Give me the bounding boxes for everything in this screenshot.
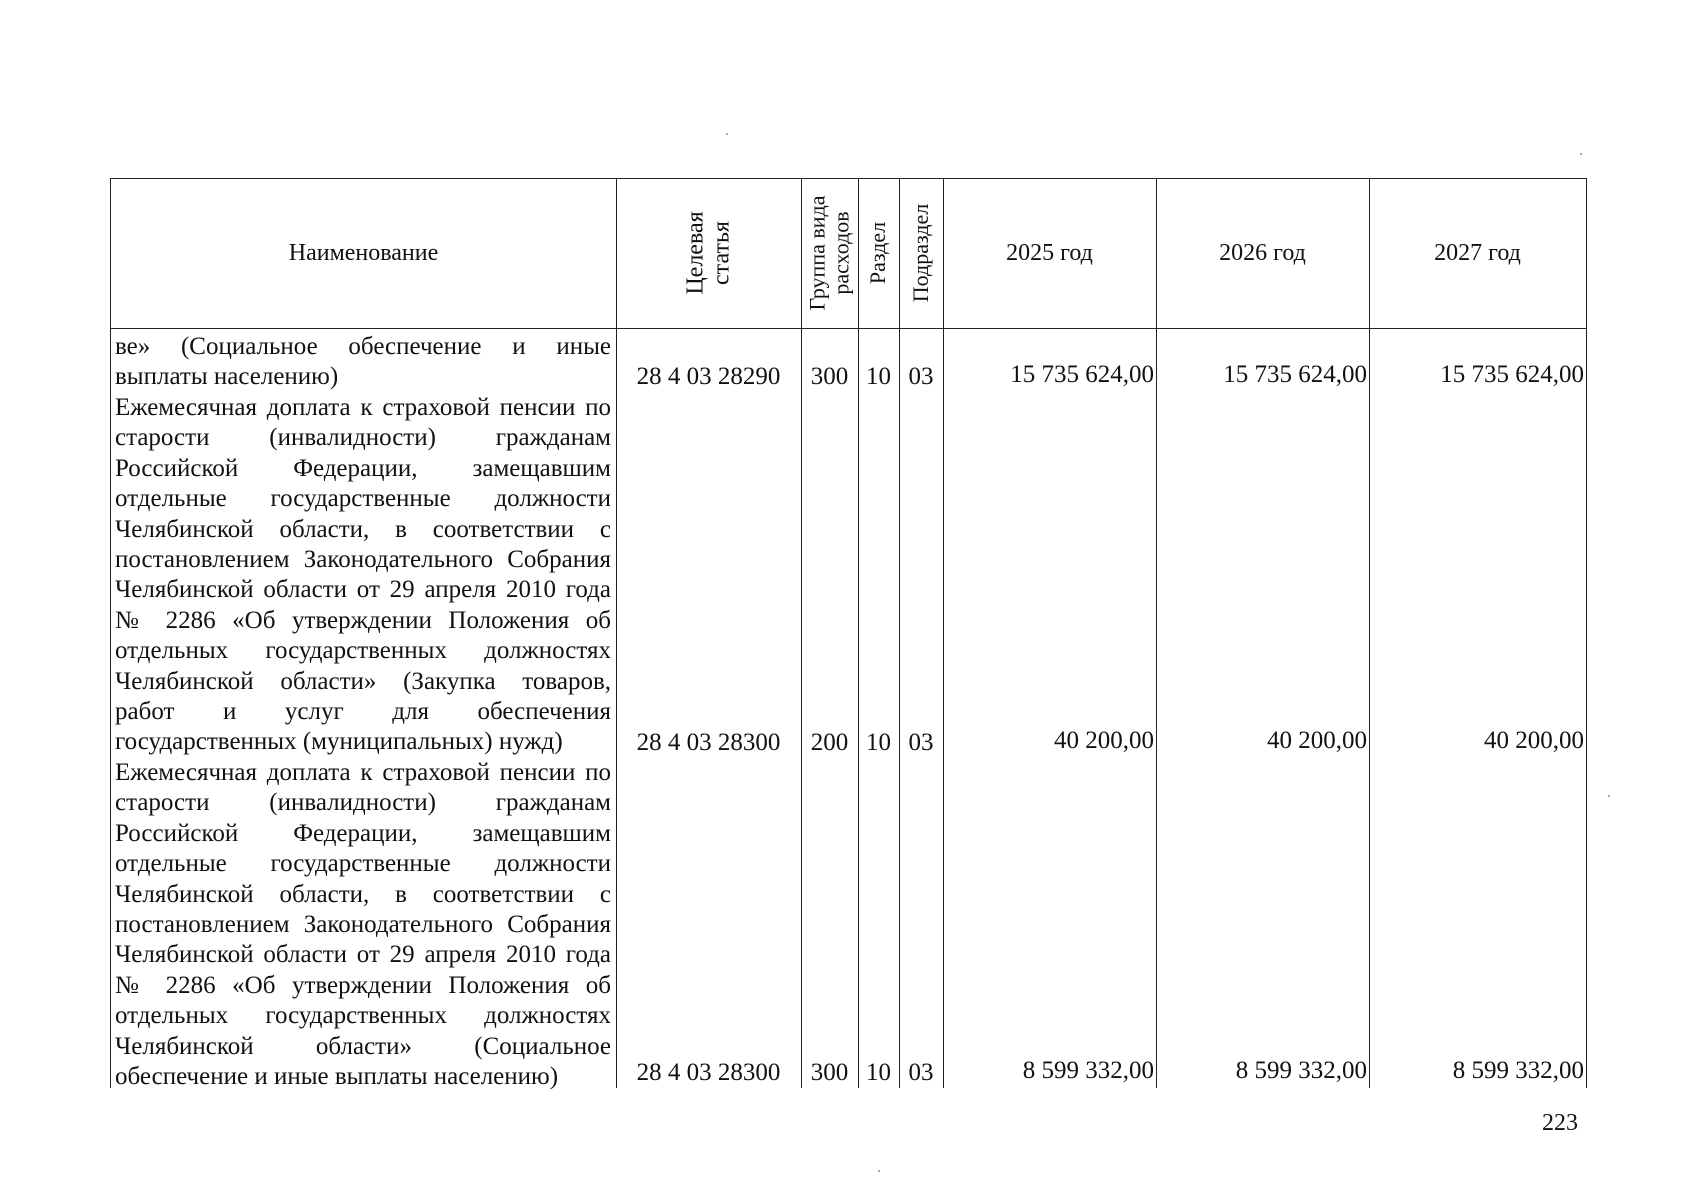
- row-3-section: 10: [866, 1059, 891, 1086]
- row-3-2025: 8 599 332,00: [1022, 1057, 1154, 1084]
- header-target-article: [616, 178, 801, 328]
- scan-speck: [1608, 795, 1610, 797]
- row-2-2025: 40 200,00: [1054, 727, 1154, 754]
- header-section-text: Раздел: [865, 221, 891, 285]
- header-2027-text: 2027 год: [1434, 239, 1521, 266]
- header-2026: [1156, 178, 1369, 328]
- row-2-subsection: 03: [908, 729, 934, 756]
- scan-speck: [878, 1170, 880, 1172]
- row-3-2026: 8 599 332,00: [1235, 1057, 1367, 1084]
- header-section: [858, 178, 899, 328]
- scan-speck: [1580, 153, 1582, 155]
- header-expense-group-line2: расходов: [828, 211, 854, 295]
- header-2027: [1369, 178, 1586, 328]
- row-1-2027: 15 735 624,00: [1440, 361, 1584, 388]
- header-2026-text: 2026 год: [1219, 239, 1306, 266]
- row-1-subsection: 03: [908, 363, 934, 390]
- header-bottom-border: [111, 328, 1586, 329]
- row-1-article: 28 4 03 28290: [636, 363, 781, 390]
- row-1-2025: 15 735 624,00: [1010, 361, 1154, 388]
- scan-speck: [726, 133, 728, 135]
- row-2-name: Ежемесячная доплата к страховой пенсии по старости (инвалидности) гражданам Российской Федерации, замещавшим отдельные государственные должности Челябинской области, в соответствии с постановлением Законодательного Собрания Челябинской области от 29 апреля 2010 года № 2286 «Об утверждении Положения об отдельных государственных должностях Челябинской области» (Закупка товаров, работ и услуг для обеспечения государственных (муниципальных) нужд): [115, 394, 611, 756]
- row-3-name: Ежемесячная доплата к страховой пенсии по старости (инвалидности) гражданам Российской Федерации, замещавшим отдельные государственные должности Челябинской области, в соответствии с постановлением Законодательного Собрания Челябинской области от 29 апреля 2010 года № 2286 «Об утверждении Положения об отдельных государственных должностях Челябинской области» (Социальное обеспечение и иные выплаты населению): [115, 759, 611, 1091]
- header-expense-group-line1: Группа вида: [804, 195, 830, 311]
- row-2-2026: 40 200,00: [1267, 727, 1367, 754]
- row-1-section: 10: [866, 363, 891, 390]
- row-3-article: 28 4 03 28300: [636, 1059, 781, 1086]
- row-3-subsection: 03: [908, 1059, 934, 1086]
- row-2-section: 10: [866, 729, 891, 756]
- row-1-name: ве» (Социальное обеспечение и иные выплаты населению): [115, 333, 611, 391]
- header-subsection: [899, 178, 943, 328]
- row-2-2027: 40 200,00: [1484, 727, 1584, 754]
- header-expense-group: [801, 178, 858, 328]
- row-2-article: 28 4 03 28300: [636, 729, 781, 756]
- row-1-group: 300: [810, 363, 849, 390]
- header-target-article-line1: Целевая: [682, 211, 709, 295]
- header-2025: [943, 178, 1156, 328]
- page-number: 223: [1542, 1110, 1578, 1136]
- header-target-article-line2: статья: [708, 221, 735, 285]
- header-name: [111, 178, 616, 328]
- row-3-group: 300: [810, 1059, 849, 1086]
- header-2025-text: 2025 год: [1006, 239, 1093, 266]
- row-2-group: 200: [810, 729, 849, 756]
- header-name-text: Наименование: [288, 239, 439, 266]
- row-3-2027: 8 599 332,00: [1452, 1057, 1584, 1084]
- header-subsection-text: Подраздел: [908, 203, 934, 303]
- budget-table: [110, 178, 1587, 1091]
- row-1-2026: 15 735 624,00: [1223, 361, 1367, 388]
